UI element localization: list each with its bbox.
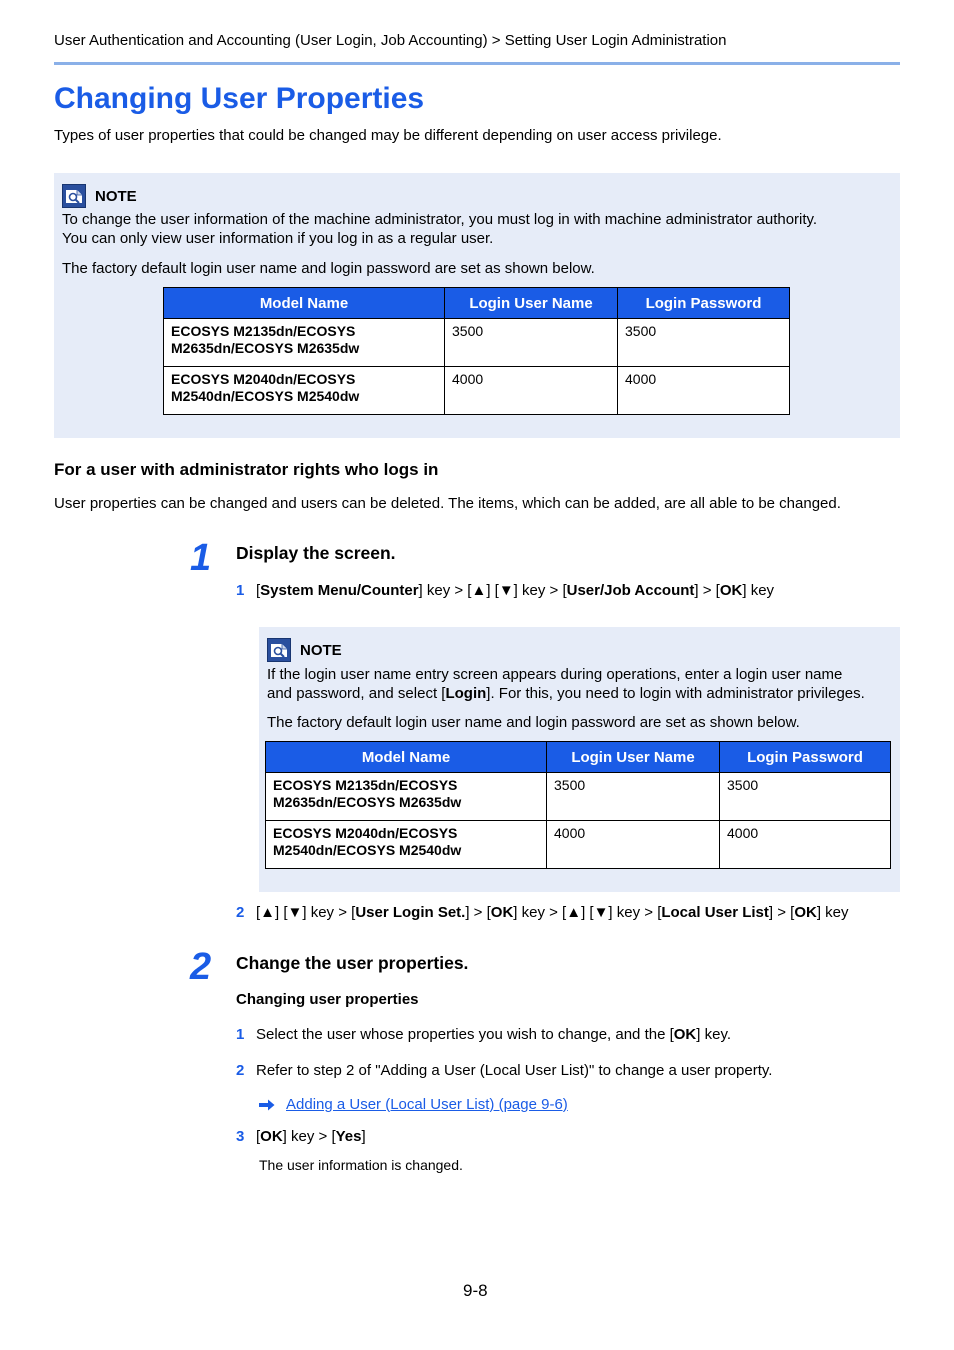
note-header [267, 638, 342, 662]
table-row [266, 821, 891, 869]
note-icon [62, 184, 86, 208]
note-box-1 [54, 173, 900, 438]
table-header-cell: Login Password [720, 742, 891, 773]
table-cell-model: ECOSYS M2040dn/ECOSYS M2540dn/ECOSYS M2540dw [266, 821, 547, 869]
table-cell-user: 3500 [547, 773, 720, 821]
table-row [164, 319, 790, 367]
step-title: Display the screen. [236, 543, 396, 563]
table-row [266, 773, 891, 821]
arrow-right-icon [259, 1099, 275, 1111]
step-number: 1 [190, 537, 212, 579]
note-line: The factory default login user name and login password are set as shown below. [267, 714, 800, 731]
intro-text: Types of user properties that could be changed may be different depending on user access privilege. [54, 127, 722, 144]
table-header-cell: Login User Name [547, 742, 720, 773]
header-rule [54, 62, 900, 65]
result-text: The user information is changed. [259, 1157, 463, 1173]
step-title: Change the user properties. [236, 953, 469, 973]
table-header-cell: Login Password [618, 288, 790, 319]
step-instruction: 2 [▲] [▼] key > [User Login Set.] > [OK] key > [▲] [▼] key > [Local User List] > [OK] key [236, 904, 849, 921]
note-line: To change the user information of the machine administrator, you must log in with machine administrator authority. [62, 211, 818, 228]
table-header-row [164, 288, 790, 319]
note-line: If the login user name entry screen appears during operations, enter a login user name [267, 666, 843, 683]
table-cell-password: 4000 [618, 367, 790, 415]
section-paragraph: User properties can be changed and users can be deleted. The items, which can be added, are all able to be changed. [54, 495, 841, 512]
table-cell-user: 3500 [445, 319, 618, 367]
table-header-row [266, 742, 891, 773]
page-title: Changing User Properties [54, 82, 425, 115]
page-number: 9-8 [463, 1281, 488, 1300]
table-header-cell: Model Name [266, 742, 547, 773]
login-defaults-table [163, 287, 790, 415]
step-instruction: 2 Refer to step 2 of "Adding a User (Local User List)" to change a user property. [236, 1062, 773, 1079]
step-instruction: 3 [OK] key > [Yes] [236, 1128, 366, 1145]
note-icon [267, 638, 291, 662]
table-cell-password: 3500 [618, 319, 790, 367]
table-cell-user: 4000 [547, 821, 720, 869]
step-subheading: Changing user properties [236, 991, 419, 1008]
note-line: The factory default login user name and login password are set as shown below. [62, 260, 595, 277]
table-cell-model: ECOSYS M2135dn/ECOSYS M2635dn/ECOSYS M2635dw [266, 773, 547, 821]
adding-user-link[interactable]: Adding a User (Local User List) (page 9-6) [286, 1096, 568, 1113]
note-label: NOTE [95, 187, 137, 205]
table-row [164, 367, 790, 415]
table-cell-password: 3500 [720, 773, 891, 821]
step-number: 2 [190, 946, 212, 988]
login-defaults-table [265, 741, 891, 869]
table-cell-model: ECOSYS M2135dn/ECOSYS M2635dn/ECOSYS M2635dw [164, 319, 445, 367]
step-instruction: 1 Select the user whose properties you wish to change, and the [OK] key. [236, 1026, 731, 1043]
section-heading: For a user with administrator rights who logs in [54, 460, 439, 479]
table-header-cell: Login User Name [445, 288, 618, 319]
note-header [62, 184, 137, 208]
reference-link-row [259, 1096, 568, 1113]
table-cell-user: 4000 [445, 367, 618, 415]
note-line: You can only view user information if you log in as a regular user. [62, 230, 494, 247]
table-header-cell: Model Name [164, 288, 445, 319]
table-cell-password: 4000 [720, 821, 891, 869]
note-line: and password, and select [Login]. For this, you need to login with administrator privileges. [267, 685, 865, 702]
step-instruction: 1 [System Menu/Counter] key > [▲] [▼] key > [User/Job Account] > [OK] key [236, 582, 775, 599]
table-cell-model: ECOSYS M2040dn/ECOSYS M2540dn/ECOSYS M2540dw [164, 367, 445, 415]
note-box-2 [259, 627, 900, 892]
breadcrumb: User Authentication and Accounting (User Login, Job Accounting) > Setting User Login Administration [54, 32, 727, 49]
note-label: NOTE [300, 641, 342, 659]
